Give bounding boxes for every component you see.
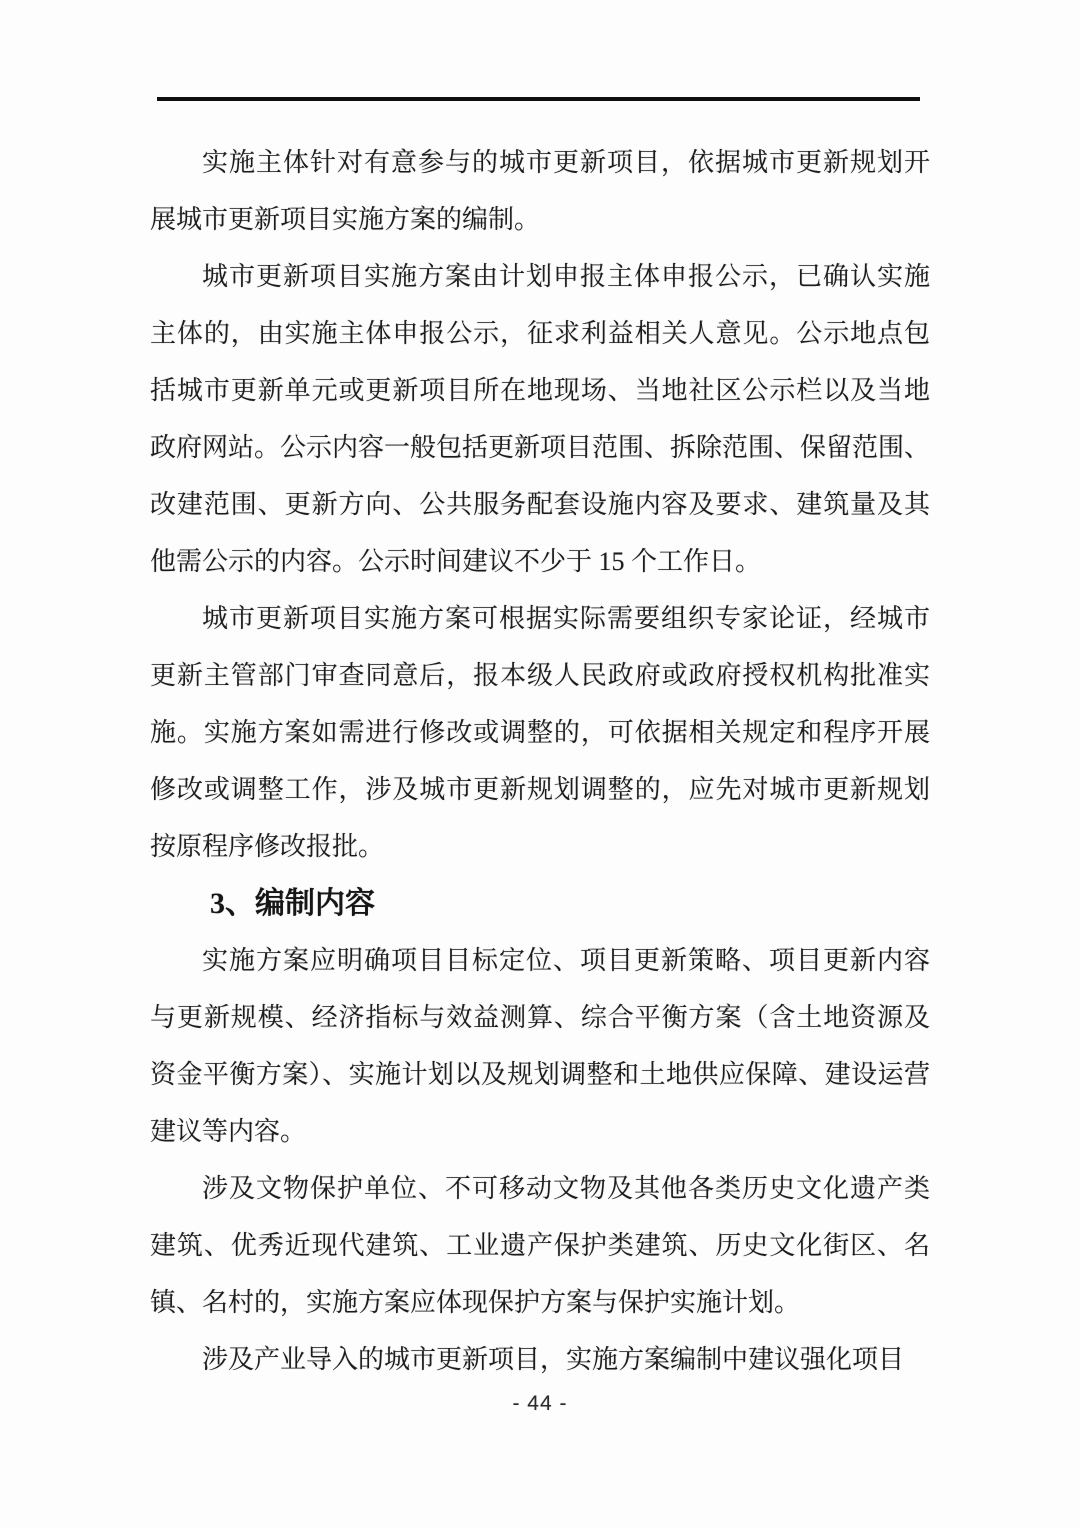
text-line: 施。实施方案如需进行修改或调整的，可依据相关规定和程序开展 — [150, 718, 930, 747]
text-line: 城市更新项目实施方案可根据实际需要组织专家论证，经城市 — [202, 604, 930, 633]
paragraph — [150, 1331, 930, 1388]
paragraph — [150, 248, 930, 590]
text-line: 与更新规模、经济指标与效益测算、综合平衡方案（含土地资源及 — [150, 1003, 930, 1032]
text-line: 展城市更新项目实施方案的编制。 — [150, 205, 541, 234]
text-line: 建议等内容。 — [150, 1117, 307, 1146]
paragraph — [150, 134, 930, 248]
text-line: 涉及产业导入的城市更新项目，实施方案编制中建议强化项目 — [202, 1345, 905, 1374]
text-line: 括城市更新单元或更新项目所在地现场、当地社区公示栏以及当地 — [150, 376, 930, 405]
header-rule — [157, 97, 920, 101]
text-line: 实施方案应明确项目目标定位、项目更新策略、项目更新内容 — [202, 946, 930, 975]
page-footer — [0, 1392, 1080, 1416]
text-line: 资金平衡方案）、实施计划以及规划调整和土地供应保障、建设运营 — [150, 1060, 930, 1089]
text-line: 修改或调整工作，涉及城市更新规划调整的，应先对城市更新规划 — [150, 775, 930, 804]
text-line: 建筑、优秀近现代建筑、工业遗产保护类建筑、历史文化街区、名 — [150, 1231, 930, 1260]
text-line: 按原程序修改报批。 — [150, 832, 385, 861]
section-heading: 3、编制内容 — [210, 887, 375, 920]
paragraph — [150, 590, 930, 875]
text-line: 城市更新项目实施方案由计划申报主体申报公示，已确认实施 — [202, 262, 930, 291]
paragraph — [150, 1160, 930, 1331]
text-line: 改建范围、更新方向、公共服务配套设施内容及要求、建筑量及其 — [150, 490, 930, 519]
document-body — [150, 134, 930, 1388]
text-line: 涉及文物保护单位、不可移动文物及其他各类历史文化遗产类 — [202, 1174, 930, 1203]
page-number: - 44 - — [512, 1392, 568, 1415]
text-line: 主体的，由实施主体申报公示，征求利益相关人意见。公示地点包 — [150, 319, 930, 348]
text-line: 政府网站。公示内容一般包括更新项目范围、拆除范围、保留范围、 — [150, 433, 930, 462]
text-line: 实施主体针对有意参与的城市更新项目，依据城市更新规划开 — [202, 148, 930, 177]
text-line: 镇、名村的，实施方案应体现保护方案与保护实施计划。 — [150, 1288, 801, 1317]
text-line: 更新主管部门审查同意后，报本级人民政府或政府授权机构批准实 — [150, 661, 930, 690]
text-line: 他需公示的内容。公示时间建议不少于 15 个工作日。 — [150, 547, 762, 576]
paragraph — [150, 932, 930, 1160]
